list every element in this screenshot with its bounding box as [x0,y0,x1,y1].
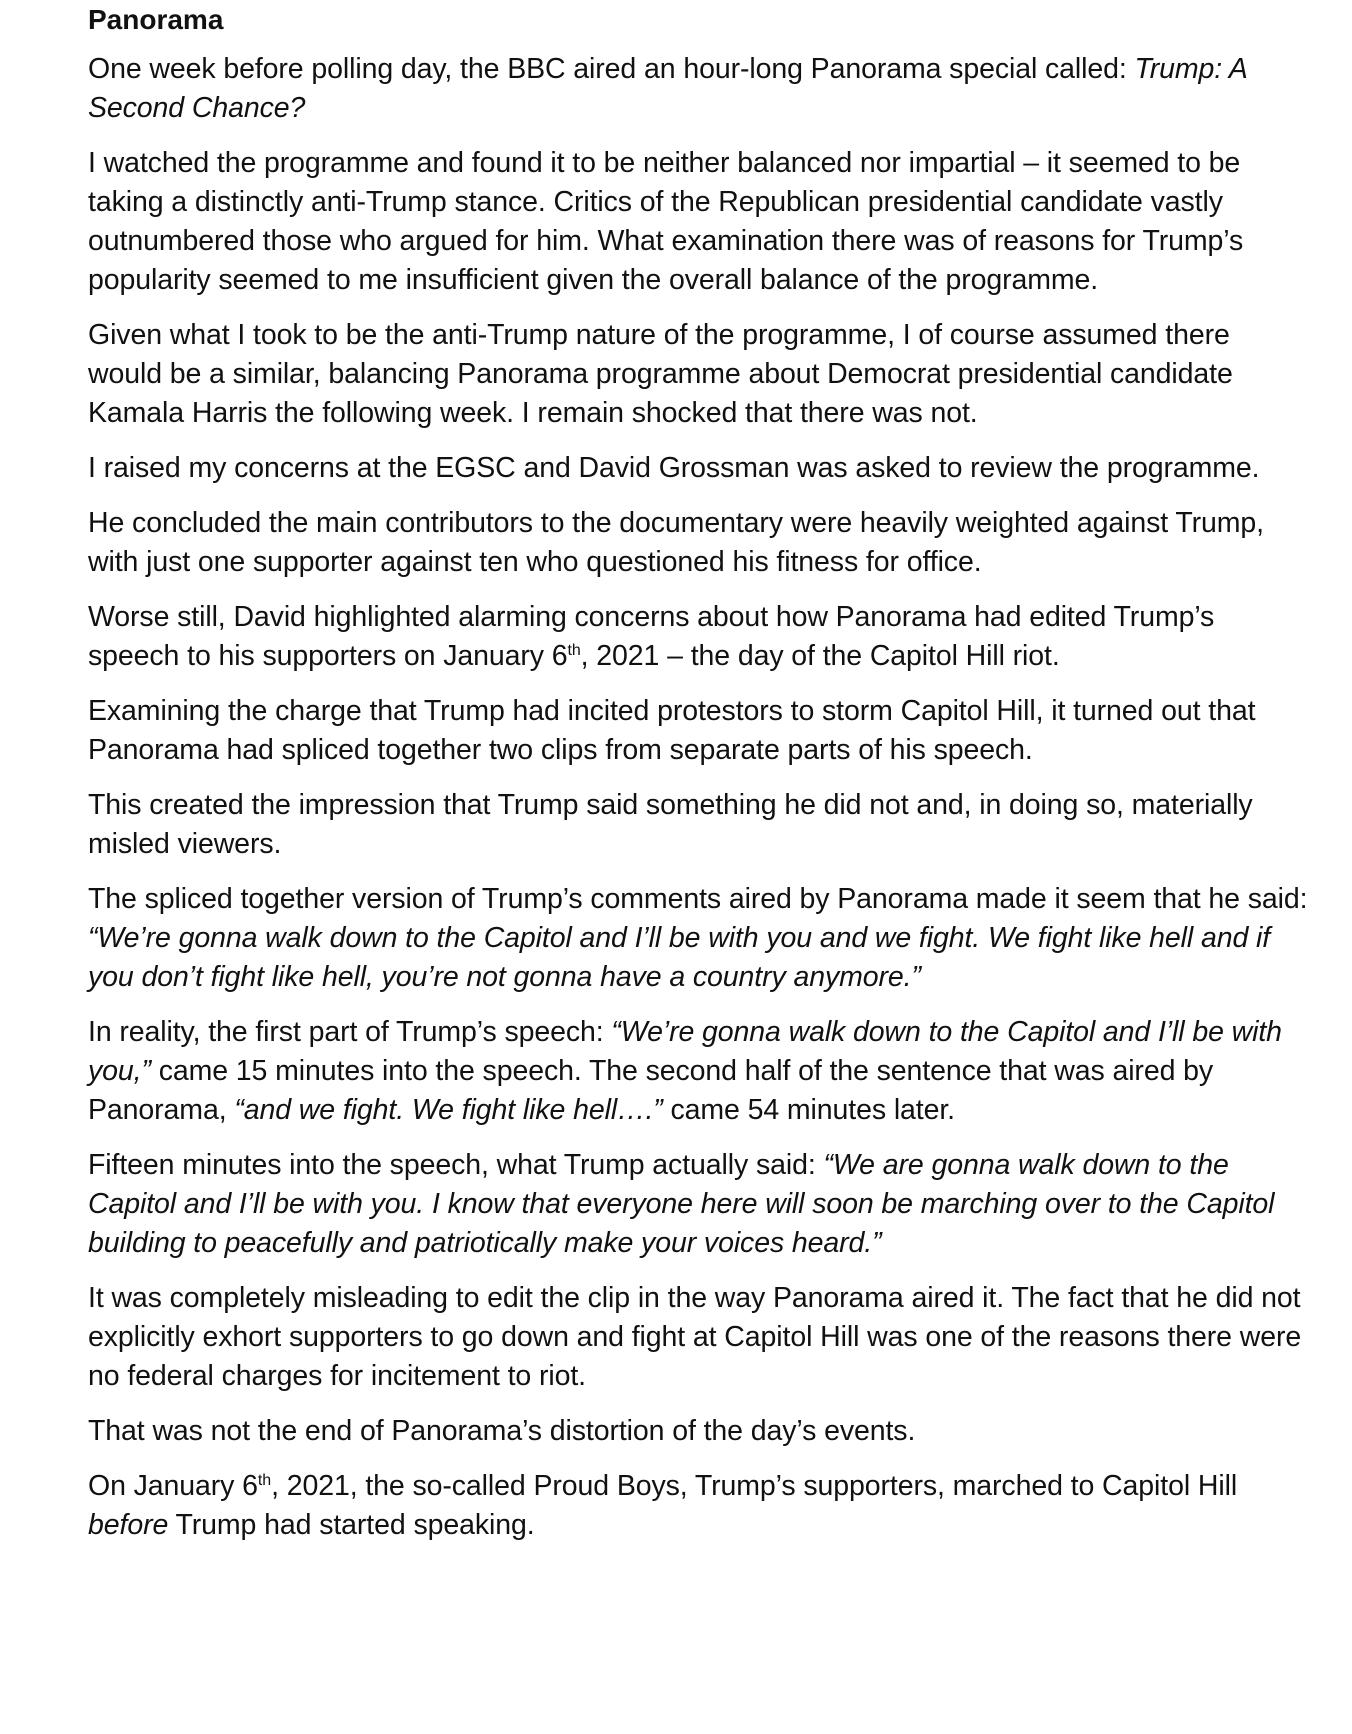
quote-second-part: “and we fight. We fight like hell….” [234,1094,663,1126]
paragraph-9: The spliced together version of Trump’s comments aired by Panorama made it seem that he said: “We’re gonna walk down to the Capitol and I’ll be with you and we fight. We fight like hell and if you don’t fight like hell, you’re not gonna have a country anymore.” [88,883,1308,993]
paragraph-6: Worse still, David highlighted alarming concerns about how Panorama had edited Trump’s speech to his supporters on January 6th, 2021 – the day of the Capitol Hill riot. [88,601,1215,672]
spliced-quote: “We’re gonna walk down to the Capitol and I’ll be with you and we fight. We fight like hell and if you don’t fight like hell, you’re not gonna have a country anymore.” [88,922,1271,993]
paragraph-14: On January 6th, 2021, the so-called Proud Boys, Trump’s supporters, marched to Capitol Hill before Trump had started speaking. [88,1470,1238,1541]
paragraph-10: In reality, the first part of Trump’s speech: “We’re gonna walk down to the Capitol and I’ll be with you,” came 15 minutes into the speech. The second half of the sentence that was aired by Panorama, “and we fight. We fight like hell….” came 54 minutes later. [88,1016,1282,1126]
paragraph-3: Given what I took to be the anti-Trump nature of the programme, I of course assumed there would be a similar, balancing Panorama programme about Democrat presidential candidate Kamala Harris the following week. I remain shocked that there was not. [88,319,1233,429]
paragraph-12: It was completely misleading to edit the clip in the way Panorama aired it. The fact that he did not explicitly exhort supporters to go down and fight at Capitol Hill was one of the reasons there were no federal charges for incitement to riot. [88,1282,1302,1392]
paragraph-5: He concluded the main contributors to the documentary were heavily weighted against Trump, with just one supporter against ten who questioned his fitness for office. [88,507,1264,578]
programme-title: Trump: A Second Chance? [88,53,1247,124]
paragraph-2: I watched the programme and found it to be neither balanced nor impartial – it seemed to be taking a distinctly anti-Trump stance. Critics of the Republican presidential candidate vastly outnumbered those who argued for him. What examination there was of reasons for Trump’s popularity seemed to me insufficient given the overall balance of the programme. [88,147,1244,296]
actual-quote: “We are gonna walk down to the Capitol and I’ll be with you. I know that everyone here will soon be marching over to the Capitol building to peacefully and patriotically make your voices heard.” [88,1149,1275,1259]
document-page [88,0,1308,1561]
section-heading: Panorama [88,4,224,35]
paragraph-1: One week before polling day, the BBC aired an hour-long Panorama special called: Trump: A Second Chance? [88,53,1247,124]
quote-first-part: “We’re gonna walk down to the Capitol and I’ll be with you,” [88,1016,1282,1087]
paragraph-8: This created the impression that Trump said something he did not and, in doing so, materially misled viewers. [88,789,1253,860]
paragraph-7: Examining the charge that Trump had incited protestors to storm Capitol Hill, it turned out that Panorama had spliced together two clips from separate parts of his speech. [88,695,1256,766]
paragraph-11: Fifteen minutes into the speech, what Trump actually said: “We are gonna walk down to the Capitol and I’ll be with you. I know that everyone here will soon be marching over to the Capitol building to peacefully and patriotically make your voices heard.” [88,1149,1275,1259]
paragraph-4: I raised my concerns at the EGSC and David Grossman was asked to review the programme. [88,452,1260,484]
paragraph-13: That was not the end of Panorama’s distortion of the day’s events. [88,1415,916,1447]
